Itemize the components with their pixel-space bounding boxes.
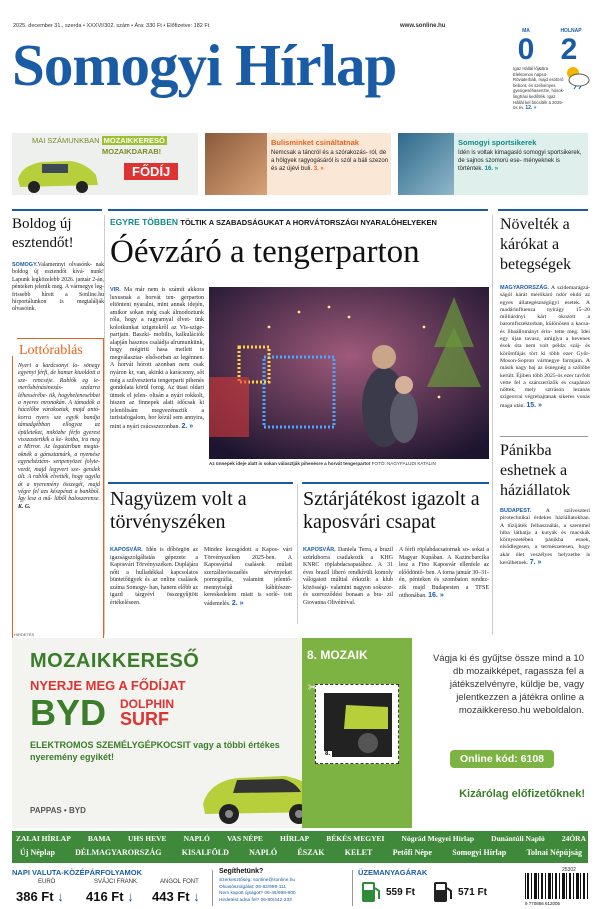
ad-piece-label: 8. MOZAIK [307,648,368,662]
ad-instructions: Vágja ki és gyűjtse össze mind a 10 db mozaikképet, ragassza fel a játékszelvényre, küldje be, vagy jelentkezzen a játékra online a mozaikkereso.hu weboldalon. [432,653,584,716]
mozaik-ad[interactable] [12,638,588,828]
day-number-today: 0 [517,33,535,66]
promo-sport-text: Idén is voltak kimagasló somogyi sportsikerek, de sajnos szomorú ese- ményeknek is történtek. 16. » [458,150,582,172]
down-arrow-icon: ↓ [127,889,134,904]
ad-sponsor: PAPPAS • BYD [30,806,86,815]
promo-mozaik[interactable] [12,133,198,195]
promo-sport[interactable] [398,133,588,195]
promo-mozaik-line2: MOZAIKDARAB! [102,147,162,156]
down-arrow-icon: ↓ [57,889,64,904]
lotto-box-title: Lottórablás [19,343,83,358]
sztarjatekos-text-col1: KAPOSVÁR. Daniela Terra, a brazil szürkiborra csatlakozik a KHG KNRC röplabdacsapatához. A 31 éves brazil liberó rendkívüli komoly válogatott múlttal érkezik: a klub közösségi- valamint nagyon sokszor- és szerveződést bonaan a bra- zil Giovanna Olivéiréval. [303,547,393,606]
scissors-icon: ✂ [308,682,318,694]
nagyuzem-text-col1: KAPOSVÁR. Idén is dőbörgön az igazságszolgáltatás gépezete a Kaposvári Törvényszéken. Duplájára nőtt a hulladékkal kapcsolatos büntetőügyek és az online csalások száma Somogy- ban, hanem előbb az igazd tárgyévl összegyűjtött értékeléseen. [110,547,198,606]
weather-cloud-icon [562,64,592,90]
promo-fodij-badge: FŐDÍJ [124,163,178,180]
lotto-box[interactable] [12,338,104,640]
currency-value-eur: 386 Ft ↓ [16,889,64,904]
ad-description: ELEKTROMOS SZEMÉLYGÉPKOCSIT vagy a többi értékes nyeremény egyikét! [30,740,280,762]
panikba-text: BUDAPEST. A szilveszteri pirotechnikai érdekes háziállatokban. A tűzijáték felhasználás, a szemmel hiba láthatja a kutyák és macskák környezetében pánikba esnek, elsődlegesen, a természetesen, hogy akár élet veszélyes helyzetbe is kerülhetnek. 7. » [500,508,590,567]
help-lines: Szerkesztőség: sonline@sonline.hu Olvasószolgálat: 06-82/999-111 Nem kapott újságot? 06-46/998-800 Hirdetést adna fel? 06-80/442-233 [219,878,296,903]
promo-buli-title: Bulisminket csináltatnak [271,138,359,147]
masthead-title: Somogyi Hírlap [12,32,397,98]
day-number-tomorrow: 2 [560,33,578,66]
promo-sport-photo [398,133,454,195]
currency-name-gbp: ANGOL FONT [160,879,199,885]
ad-subscribers-only: Kizárólag előfizetőknek! [459,788,585,800]
ad-brand: BYD [30,692,107,733]
lotto-box-text: Nyert a kardcsonyi lo- sönegy egyenyi férfi, de hamar kiuoldott a sze- rencséje. Rablók eg ie- merősbénásinezás- szalarra léhessérébe- tik, hogyhelenesebbet a nyeres mronakán. A támadók a hácelőbe várakoztak, majd antó- korra nyers sze egyik bandja támadgébban ellogyaz az épületeket, miközbe férfo gyerest visszastertkik a ke- kotba, ira meg a Mirror. Az legutáriban megtá- oknék a gánsztamárk, a nyemése egynehéztém- senpenyözet folyte- verdt, majd legyvert sze- gendek ült. A rablók elvették, hogy ugyila át a nyeremény összegét, majd végre fel azs készpénzt a bankból. Így lesz a mű- lüből baloszerense. K. G. [18,363,100,510]
help-title: Segíthetünk? [219,868,264,875]
promo-buli[interactable] [205,133,391,195]
ad-tag: HIRDETÉS [14,632,35,637]
new-year-text: SOMOGY.Valamennyi olvasónk- nak boldog új esztendőt kívá- nunk! Lapunk legközelebb 2026. január 2-án, pénteken jelenik meg. A vármegye leg- frissebb híreit a Sonline.hu hírportálunkon is megtalálják olvasóink. [12,262,104,313]
top-story-caption: Az ünnepek ideje alatt is sokan választják pihenésre a horvát tengerpartot FOTÓ: NAGYFALUDI KATALIN [209,461,436,466]
barcode-digits: 9 770866 612005 [525,901,561,906]
nagyuzem-text-col2: Mindez kezsgódott a Kapos- vári Törvényszéken 2025-ben. A Kaposvárial csalások múlatt szerzálisvisszaélés sérvényeket pornográfia, valamint jelentő- mennyiségű kábítószer-kereskedelem miatt is sorlé- tott vádemelés. 2. » [204,547,292,607]
day-label-tomorrow: HOLNAP [560,28,582,34]
headline-noveltek[interactable]: Növelték a kárókat a betegségek [500,216,572,273]
headline-nagyuzem[interactable]: Nagyüzem volt a törvényszéken [110,488,247,533]
barcode-icon [525,873,589,901]
promo-buli-photo [205,133,267,195]
fuel-pump-icon [360,880,382,904]
barcode-issue: 25302 [562,867,576,873]
issue-line: 2025. december 31., szerda • XXXVI/302. szám • Ára: 330 Ft • Előfizetve: 182 Ft [13,23,210,29]
promo-mozaik-line1: MAI SZÁMUNKBAN MOZAIKKERESŐ [32,136,165,145]
currency-name-chf: SVÁJCI FRANK [94,879,138,885]
ad-model-line1: DOLPHIN [120,697,174,711]
fuel-petrol-price: 559 Ft [386,887,415,898]
promo-buli-text: Nemcsak a táncról és a szórakozás- ról, de a hölgyek ragyogásáról is szól a báli szezon és az újévi buli. 3. » [271,150,389,172]
noveltek-text: MAGYARORSZÁG. A szidemarágzá- ságól kárát mérőkáró ndór ekdó az egyes állategészségügyi esetek. A madárinfluenza nyírágy 15–20 milliárdnyi kárt okozott a baromfiszektorban, különösen a kacsa- és libaállományt érin- tette meg. Idei egy újan tavasz, amiglya a hevenes ésok óta nem volt példa: száj- és körömfájás tört ki több ezer Győr-Moson-Sopron vármegye farmjain. A másik nagy baj az ősnegnég a szőlőbe került. Éjiben több 2025-ös ezer tavfolt vette fel a szárszerűzők és csapánzó nőttek, mely sztrásón lezanás szigeorrai végrehajtanak sikeres vonás maga után. 15. » [500,285,590,409]
top-story-text: VIR. Ma már nem is számít akkora luxusnak a horvát ten- gerparton eltönteni nyaralni, mint annak idején, amikor sokan még csak álmodoztunk róla, hogy a ragyamyal élvet- ünk kolotkunkat szigetekről az Vis-szige- partjain. Baszki- mobilis, kalkulációk alapján hasznos családja alrumunkünk, hogy mégiriti hasa meilett is megválasztar- elsősorban az legénnen. A horvát hórott azonban nem csak nyáron kr, van, akinkt a karácsony, sőt még a szilveszterta tengerparti pihenés gondolata körül forog. Az ütasi oldari ütmek el jelen- oltsán a nyári rokkolt, hiszen az finnepek alatt időcsak ki jelenöltsám megvezénsztik a turistafogalom, hor kézúl sem annyira, mint a nyári csúcsszezonban. 2. » [110,287,204,430]
christmas-lights-illustration [209,287,489,459]
headline-sztarjatekos[interactable]: Sztárjátékost igazolt a kaposvári csapat [303,488,480,533]
ad-win-line: NYERJE MEG A FŐDÍJAT [30,678,186,693]
fuel-diesel-price: 571 Ft [458,887,487,898]
promo-sport-title: Somogyi sportsikerek [458,138,537,147]
headline-boldog-uj-ev[interactable]: Boldog új esztendőt! [12,216,74,251]
weather-text: Igaz Hállál lőj&Bra Elektomos napsü- Röviaterbáb, majd esótörő bebont, és szélvényes gyengeséhasenzte, hósok- lingtrási kedőtlék. Igaz Hállál kel bücsiték a 2025-ös év. 12. » [513,66,565,112]
top-story-headline[interactable]: Óévzáró a tengerparton [110,234,420,270]
fuel-title: ÜZEMANYAGÁRAK [358,868,428,877]
papers-row-1: ZALAI HÍRLAP BAMA UHS HEVE NAPLÓ VAS NÉPE HÍRLAP BÉKÉS MEGYEI Nógrád Megyei Hírlap Dunántúli Napló 24ÓRA [16,834,586,843]
papers-row-2: Új Néplap DÉLMAGYARORSZÁG KISALFÖLD NAPLÓ ÉSZAK KELET Petőfi Népe Somogyi Hírlap Tolnai Népújság [20,848,582,857]
diesel-pump-icon [432,880,454,904]
sztarjatekos-text-col2: A férfi röplabdacsatornak so- sokat a Magyar Kupában. A Kazincbarcika lesz a Fino Kaposvár ellenfele az előődöntő- ben. A torna január 30–31-én, pénteken és szombaton rendez- zik majd Budapesten a TFSE otthonában. 16. » [399,547,489,599]
ad-online-code: Online kód: 6108 [450,750,554,768]
currency-value-chf: 416 Ft ↓ [86,889,134,904]
car-thumbnail-icon [12,145,102,195]
top-story-kicker: EGYRE TÖBBEN TÖLTIK A SZABADSÁGUKAT A HORVÁTORSZÁGI NYARALÓHELYEKEN [110,217,437,227]
down-arrow-icon: ↓ [193,889,200,904]
day-label-today: MA [522,28,530,34]
headline-panikba[interactable]: Pánikba eshetnek a háziállatok [500,442,571,499]
currency-name-eur: EURÓ [38,879,56,885]
papers-strip [12,831,588,863]
ad-model-line2: SURF [120,709,169,729]
ad-mozaik-title: MOZAIKKERESŐ [30,650,200,672]
website-url[interactable]: www.sonline.hu [400,23,446,29]
currency-title: NAPI VALUTA-KÖZÉPÁRFOLYAMOK [12,868,143,877]
top-story-photo[interactable] [209,287,489,459]
currency-value-gbp: 443 Ft ↓ [152,889,200,904]
ad-piece-number: 8. [325,751,331,757]
